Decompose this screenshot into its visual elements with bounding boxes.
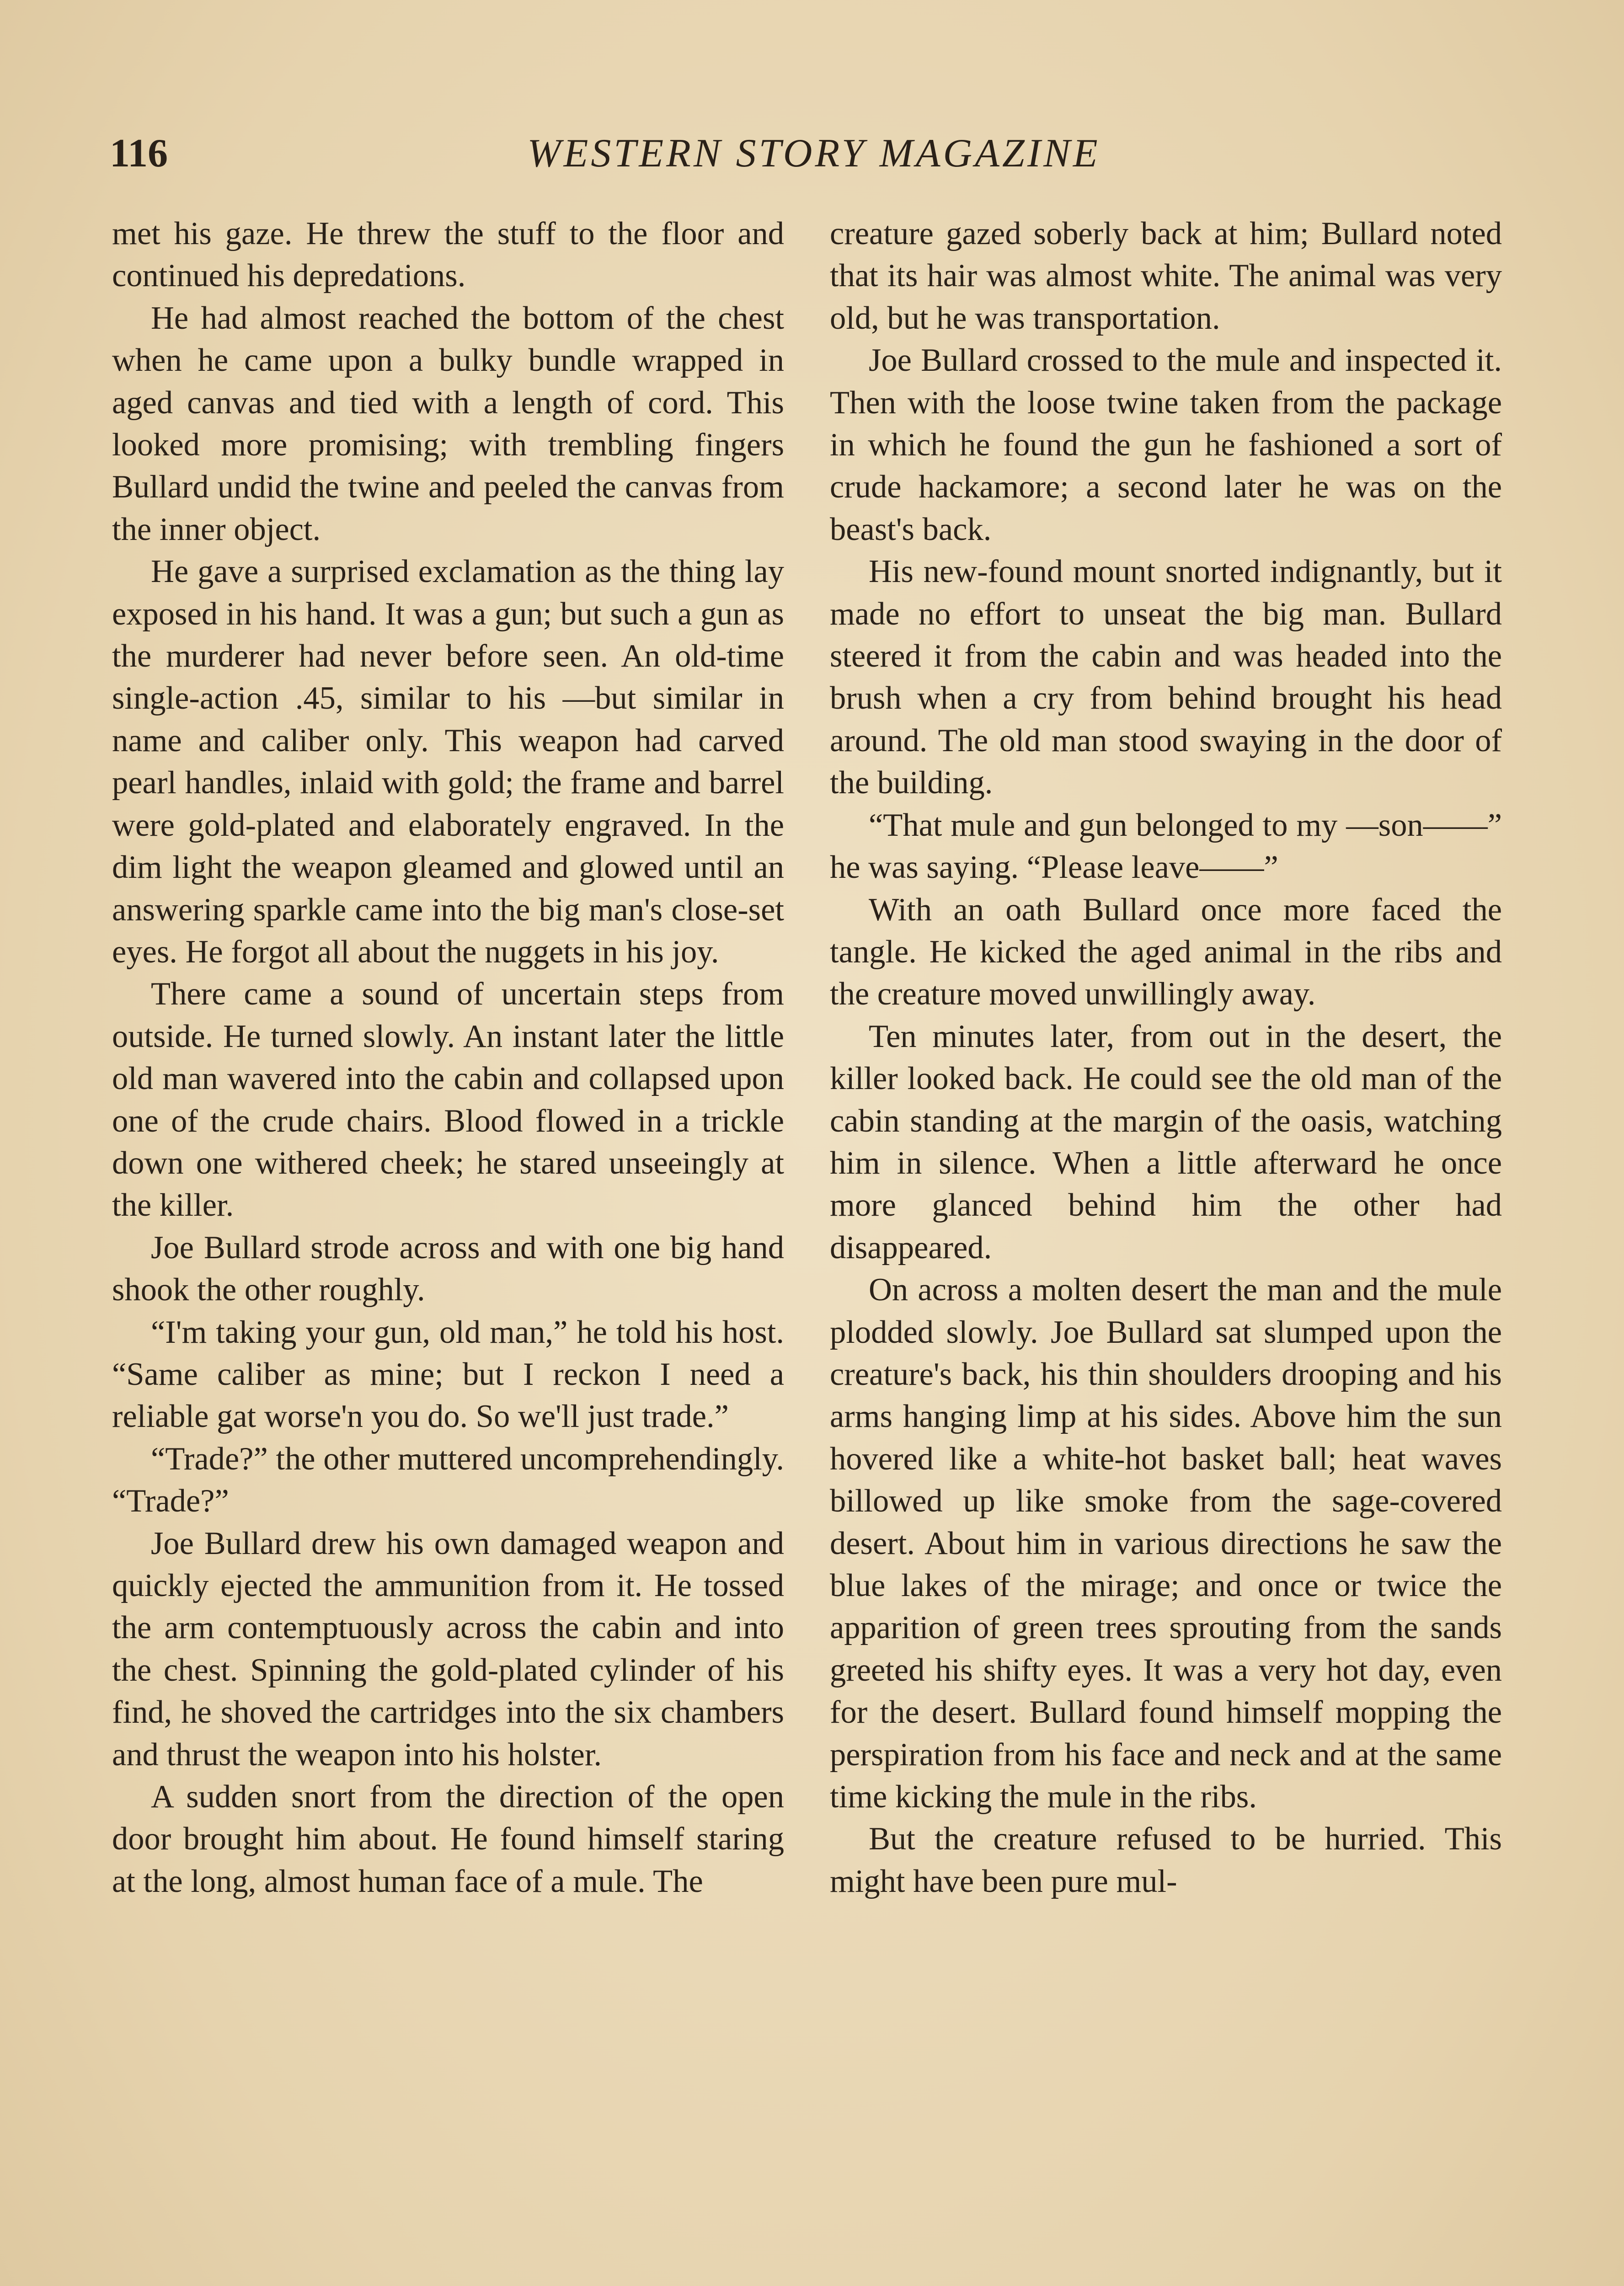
paragraph: met his gaze. He threw the stuff to the floor and continued his depredations. [112,216,784,294]
page-number: 116 [110,131,168,176]
left-column [112,213,784,1902]
paragraph: “I'm taking your gun, old man,” he told his host. “Same caliber as mine; but I reckon I need a reliable gat worse'n you do. So we'll just trade.” [112,1314,784,1435]
magazine-title: WESTERN STORY MAGAZINE [527,131,1100,176]
paragraph: On across a molten desert the man and the mule plodded slowly. Joe Bullard sat slumped upon the creature's back, his thin shoulders drooping and his arms hanging limp at his sides. Above him the sun hovered like a white-hot basket ball; heat waves billowed up like smoke from the sage-covered desert. About him in various directions he saw the blue lakes of the mirage; and once or twice the apparition of green trees sprouting from the sands greeted his shifty eyes. It was a very hot day, even for the desert. Bullard found himself mopping the perspiration from his face and neck and at the same time kicking the mule in the ribs. [830,1272,1502,1815]
paragraph: creature gazed soberly back at him; Bullard noted that its hair was almost white. The animal was very old, but he was transportation. [830,216,1502,336]
paragraph: But the creature refused to be hurried. This might have been pure mul- [830,1821,1502,1899]
paragraph: Joe Bullard drew his own damaged weapon and quickly ejected the ammunition from it. He tossed the arm contemptuously across the cabin and into the chest. Spinning the gold-plated cylinder of his find, he shoved the cartridges into the six chambers and thrust the weapon into his holster. [112,1525,784,1773]
paragraph: “That mule and gun belonged to my —son——” he was saying. “Please leave——” [830,807,1502,886]
paragraph: A sudden snort from the direction of the open door brought him about. He found himself staring at the long, almost human face of a mule. The [112,1779,784,1899]
right-column [830,213,1502,1902]
page-header [110,130,1518,190]
paragraph: He gave a surprised exclamation as the thing lay exposed in his hand. It was a gun; but such a gun as the murderer had never before seen. An old-time single-action .45, similar to his —but similar in name and caliber only. This weapon had carved pearl handles, inlaid with gold; the frame and barrel were gold-plated and elaborately engraved. In the dim light the weapon gleamed and glowed until an answering sparkle came into the big man's close-set eyes. He forgot all about the nuggets in his joy. [112,554,784,970]
paragraph: Ten minutes later, from out in the desert, the killer looked back. He could see the old man of the cabin standing at the margin of the oasis, watching him in silence. When a little afterward he once more glanced behind him the other had disappeared. [830,1018,1502,1266]
paragraph: Joe Bullard crossed to the mule and inspected it. Then with the loose twine taken from the package in which he found the gun he fashioned a sort of crude hackamore; a second later he was on the beast's back. [830,342,1502,547]
paragraph: His new-found mount snorted indignantly, but it made no effort to unseat the big man. Bullard steered it from the cabin and was headed into the brush when a cry from behind brought his head around. The old man stood swaying in the door of the building. [830,554,1502,801]
paragraph: Joe Bullard strode across and with one big hand shook the other roughly. [112,1229,784,1308]
paragraph: There came a sound of uncertain steps from outside. He turned slowly. An instant later the little old man wavered into the cabin and collapsed upon one of the crude chairs. Blood flowed in a trickle down one withered cheek; he stared unseeingly at the killer. [112,976,784,1223]
paragraph: With an oath Bullard once more faced the tangle. He kicked the aged animal in the ribs and the creature moved unwillingly away. [830,892,1502,1012]
paragraph: He had almost reached the bottom of the chest when he came upon a bulky bundle wrapped in aged canvas and tied with a length of cord. This looked more promising; with trembling fingers Bullard undid the twine and peeled the canvas from the inner object. [112,300,784,547]
paragraph: “Trade?” the other muttered uncomprehendingly. “Trade?” [112,1441,784,1519]
